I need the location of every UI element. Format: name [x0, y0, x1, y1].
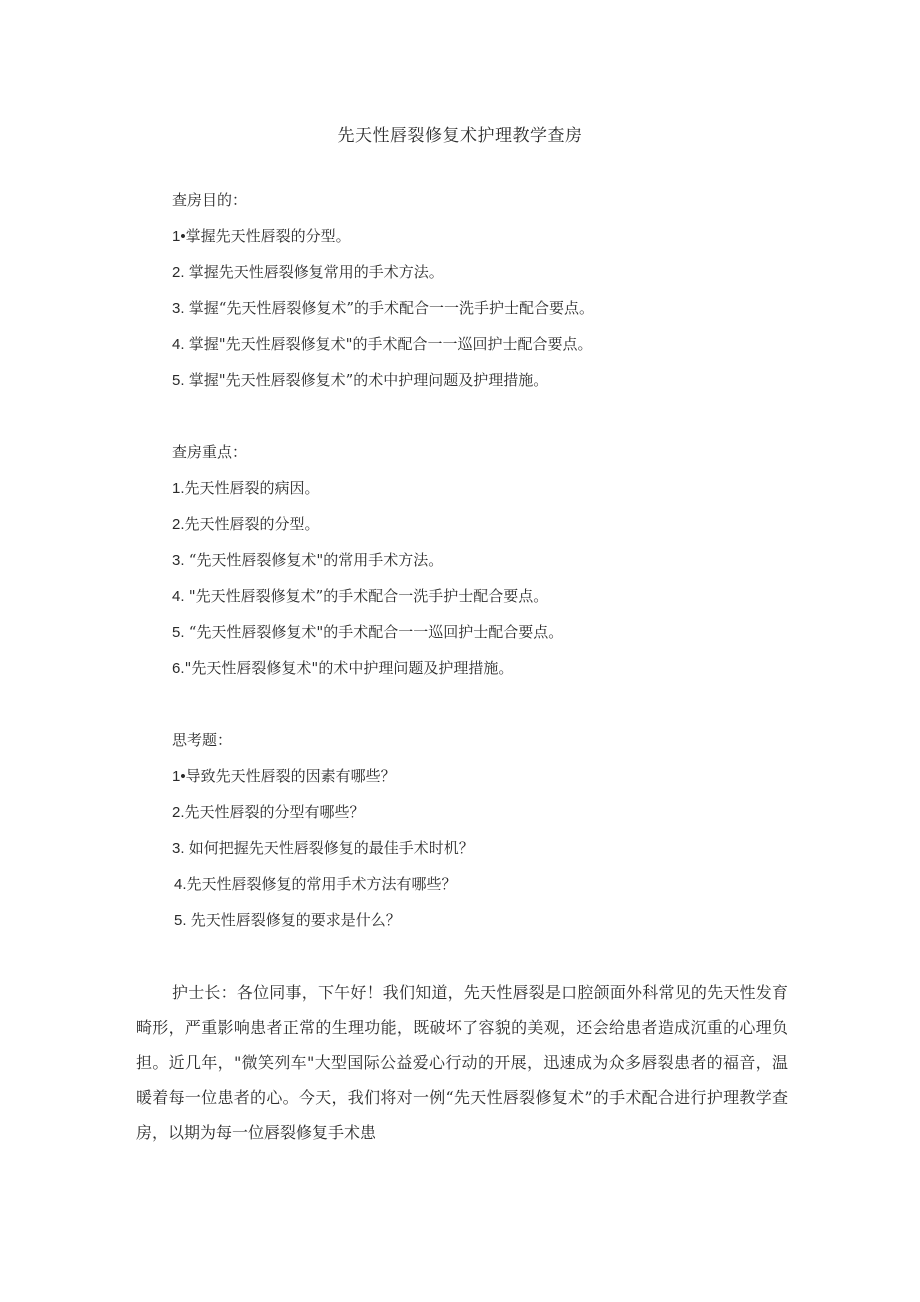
item-text: 先天性唇裂的病因。 — [184, 479, 320, 497]
item-number: 1• — [172, 768, 186, 785]
item-text: 掌握先天性唇裂的分型。 — [185, 227, 351, 245]
item-number: 5. — [172, 372, 189, 389]
item-text: 掌握"先天性唇裂修复术"的手术配合一一巡回护士配合要点。 — [188, 335, 593, 353]
purpose-item — [172, 290, 812, 326]
item-text: "先天性唇裂修复术”的手术配合一洗手护士配合要点。 — [188, 587, 549, 605]
item-text: 先天性唇裂的分型。 — [184, 515, 320, 533]
item-text: “先天性唇裂修复术"的手术配合一一巡回护士配合要点。 — [188, 623, 564, 641]
document-title: 先天性唇裂修复术护理教学查房 — [337, 126, 583, 146]
focus-item — [172, 650, 812, 686]
item-text: "先天性唇裂修复术"的术中护理问题及护理措施。 — [184, 659, 514, 677]
item-text: 掌握“先天性唇裂修复术”的手术配合一一洗手护士配合要点。 — [188, 299, 595, 317]
questions-section — [172, 722, 812, 938]
item-text: 先天性唇裂修复的要求是什么？ — [190, 911, 401, 929]
focus-heading: 查房重点： — [172, 443, 248, 461]
item-number: 1. — [172, 480, 185, 497]
purpose-item — [172, 254, 812, 290]
purpose-section — [172, 182, 812, 398]
item-text: 掌握"先天性唇裂修复术”的术中护理问题及护理措施。 — [188, 371, 549, 389]
question-item — [172, 866, 812, 902]
item-number: 6. — [172, 660, 185, 677]
item-text: 先天性唇裂的分型有哪些？ — [184, 803, 365, 821]
focus-item — [172, 614, 812, 650]
focus-item — [172, 542, 812, 578]
purpose-item — [172, 218, 812, 254]
question-item — [172, 830, 812, 866]
item-number: 1• — [172, 228, 186, 245]
item-number: 5. — [172, 624, 189, 641]
item-number: 3. — [172, 840, 189, 857]
focus-item — [172, 506, 812, 542]
focus-section — [172, 434, 812, 686]
questions-heading: 思考题： — [172, 731, 233, 749]
focus-item — [172, 470, 812, 506]
item-number: 4. — [172, 336, 189, 353]
question-item — [172, 902, 812, 938]
item-number: 3. — [172, 300, 189, 317]
item-text: 如何把握先天性唇裂修复的最佳手术时机？ — [188, 839, 474, 857]
item-number: 3. — [172, 552, 189, 569]
item-number: 4. — [174, 876, 187, 893]
item-number: 5. — [174, 912, 191, 929]
item-number: 4. — [172, 588, 189, 605]
item-number: 2. — [172, 804, 185, 821]
item-text: “先天性唇裂修复术"的常用手术方法。 — [188, 551, 444, 569]
purpose-heading: 查房目的： — [172, 191, 248, 209]
item-number: 2. — [172, 516, 185, 533]
item-text: 导致先天性唇裂的因素有哪些？ — [185, 767, 396, 785]
question-item — [172, 758, 812, 794]
item-text: 先天性唇裂修复的常用手术方法有哪些？ — [186, 875, 457, 893]
purpose-item — [172, 362, 812, 398]
question-item — [172, 794, 812, 830]
item-text: 掌握先天性唇裂修复常用的手术方法。 — [188, 263, 444, 281]
purpose-item — [172, 326, 812, 362]
focus-item — [172, 578, 812, 614]
intro-paragraph: 护士长：各位同事，下午好！我们知道，先天性唇裂是口腔颌面外科常见的先天性发育畸形，严重影响患者正常的生理功能，既破坏了容貌的美观，还会给患者造成沉重的心理负担。近几年，"微笑列车"大型国际公益爱心行动的开展，迅速成为众多唇裂患者的福音，温暖着每一位患者的心。今天，我们将对一例“先天性唇裂修复术”的手术配合进行护理教学查房，以期为每一位唇裂修复手术患 — [136, 983, 788, 1142]
item-number: 2. — [172, 264, 189, 281]
